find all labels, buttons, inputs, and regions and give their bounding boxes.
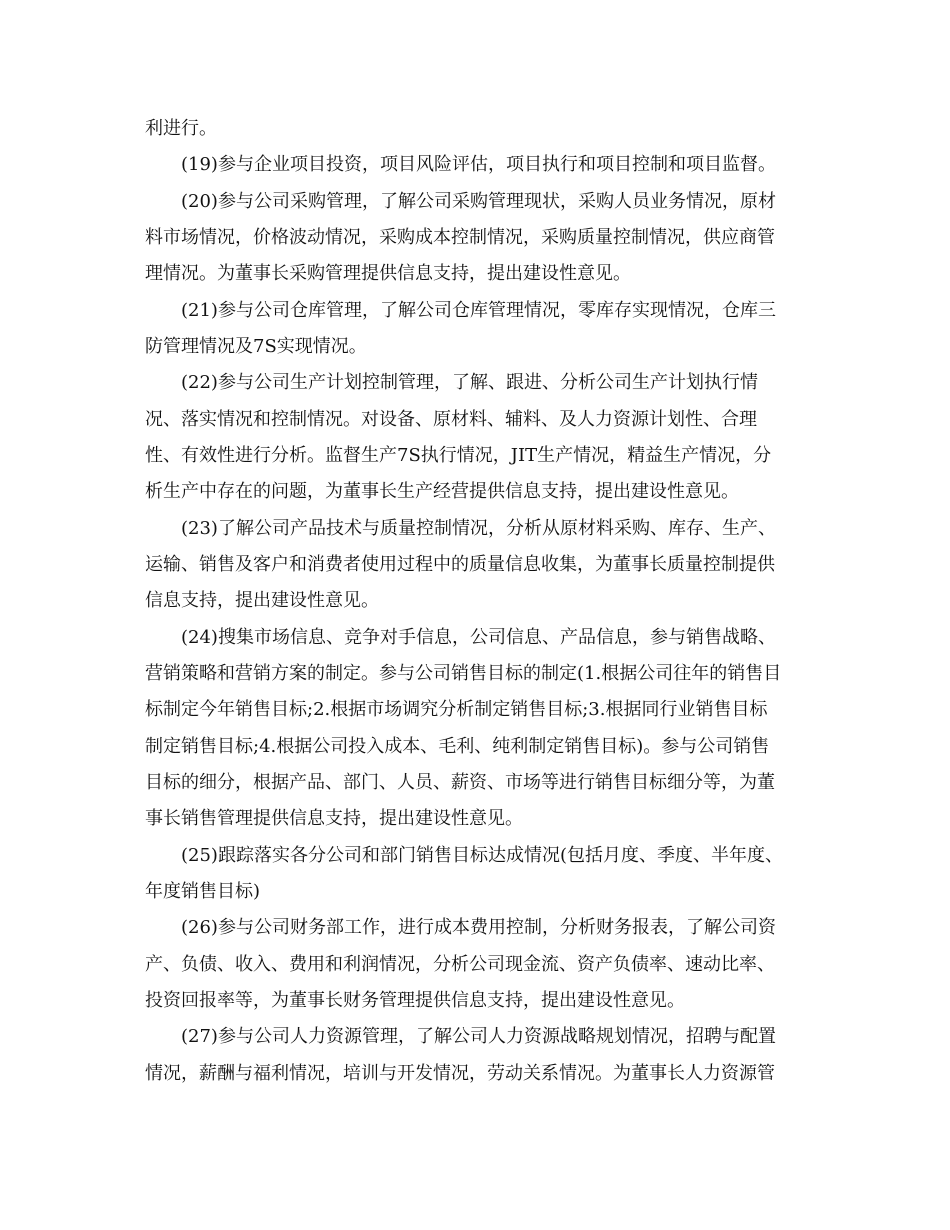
text-line: 年度销售目标) <box>145 881 261 902</box>
paragraph-27-line-1: (27)参与公司人力资源管理，了解公司人力资源战略规划情况，招聘与配置 <box>181 1026 776 1047</box>
paragraph-24-line-1: (24)搜集市场信息、竞争对手信息，公司信息、产品信息，参与销售战略、 <box>181 627 776 648</box>
text-line: 目标的细分，根据产品、部门、人员、薪资、市场等进行销售目标细分等，为董 <box>145 772 775 793</box>
paragraph-19-line-1: (19)参与企业项目投资，项目风险评估，项目执行和项目控制和项目监督。 <box>181 154 776 175</box>
text-line: 析生产中存在的问题，为董事长生产经营提供信息支持，提出建设性意见。 <box>145 481 739 502</box>
text-line: 投资回报率等，为董事长财务管理提供信息支持，提出建设性意见。 <box>145 990 685 1011</box>
paragraph-21-line-1: (21)参与公司仓库管理，了解公司仓库管理情况，零库存实现情况，仓库三 <box>181 300 776 321</box>
text-line: 理情况。为董事长采购管理提供信息支持，提出建设性意见。 <box>145 263 631 284</box>
text-line: 情况，薪酬与福利情况，培训与开发情况，劳动关系情况。为董事长人力资源管 <box>145 1063 775 1084</box>
text-line: 事长销售管理提供信息支持，提出建设性意见。 <box>145 808 523 829</box>
text-line: 况、落实情况和控制情况。对设备、原材料、辅料、及人力资源计划性、合理 <box>145 409 757 430</box>
text-line: 料市场情况，价格波动情况，采购成本控制情况，采购质量控制情况，供应商管 <box>145 227 775 248</box>
paragraph-23-line-1: (23)了解公司产品技术与质量控制情况，分析从原材料采购、库存、生产、 <box>181 518 776 539</box>
paragraph-22-line-1: (22)参与公司生产计划控制管理，了解、跟进、分析公司生产计划执行情 <box>181 372 758 393</box>
text-line: 信息支持，提出建设性意见。 <box>145 590 379 611</box>
text-line: 利进行。 <box>145 118 217 139</box>
text-line: 防管理情况及7S实现情况。 <box>145 336 367 357</box>
paragraph-26-line-1: (26)参与公司财务部工作，进行成本费用控制，分析财务报表，了解公司资 <box>181 917 776 938</box>
text-line: 营销策略和营销方案的制定。参与公司销售目标的制定(1.根据公司往年的销售目 <box>145 663 782 684</box>
paragraph-25-line-1: (25)跟踪落实各分公司和部门销售目标达成情况(包括月度、季度、半年度、 <box>181 845 783 866</box>
text-line: 产、负债、收入、费用和利润情况，分析公司现金流、资产负债率、速动比率、 <box>145 954 775 975</box>
paragraph-20-line-1: (20)参与公司采购管理，了解公司采购管理现状，采购人员业务情况，原材 <box>181 191 776 212</box>
text-line: 制定销售目标;4.根据公司投入成本、毛利、纯利制定销售目标)。参与公司销售 <box>145 736 770 757</box>
text-line: 标制定今年销售目标;2.根据市场调究分析制定销售目标;3.根据同行业销售目标 <box>145 699 768 720</box>
text-line: 性、有效性进行分析。监督生产7S执行情况，JIT生产情况，精益生产情况，分 <box>145 445 772 466</box>
text-line: 运输、销售及客户和消费者使用过程中的质量信息收集，为董事长质量控制提供 <box>145 554 775 575</box>
